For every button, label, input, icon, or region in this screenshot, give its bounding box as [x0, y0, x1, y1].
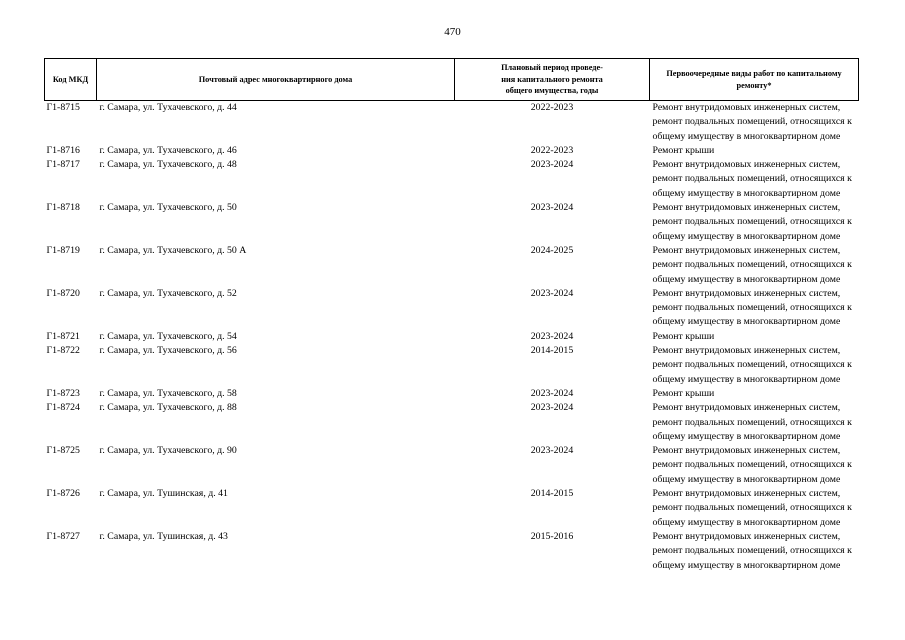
- period-cell: 2023-2024: [530, 445, 574, 457]
- works-cell: [650, 158, 859, 201]
- works-line: Ремонт внутридомовых инженерных систем,: [652, 287, 841, 299]
- works-line: общему имуществу в многоквартирном доме: [652, 516, 841, 528]
- works-line: ремонт подвальных помещений, относящихся к: [652, 502, 852, 514]
- period-cell: 2022-2023: [530, 144, 574, 156]
- works-line: Ремонт крыши: [652, 387, 715, 399]
- period-cell: 2023-2024: [530, 202, 574, 214]
- table-row: [45, 401, 859, 444]
- table-row: [45, 487, 859, 530]
- works-line: общему имуществу в многоквартирном доме: [652, 130, 841, 142]
- address-cell: г. Самара, ул. Тухачевского, д. 90: [99, 445, 237, 457]
- works-cell: [650, 530, 859, 573]
- mkd-code-cell: Г1-8724: [46, 402, 80, 414]
- capital-repair-table: [44, 58, 859, 573]
- works-cell: [650, 330, 859, 344]
- works-line: Ремонт внутридомовых инженерных систем,: [652, 530, 841, 542]
- table-row: [45, 144, 859, 158]
- period-cell: 2015-2016: [530, 530, 574, 542]
- mkd-code-cell: Г1-8723: [46, 387, 80, 399]
- works-line: ремонт подвальных помещений, относящихся к: [652, 216, 852, 228]
- works-line: общему имуществу в многоквартирном доме: [652, 230, 841, 242]
- period-cell: 2023-2024: [530, 402, 574, 414]
- works-line: общему имуществу в многоквартирном доме: [652, 473, 841, 485]
- table-row: [45, 444, 859, 487]
- header-period-line: Плановый период проведе-: [501, 63, 603, 73]
- period-cell: 2023-2024: [530, 287, 574, 299]
- address-cell: г. Самара, ул. Тухачевского, д. 48: [99, 159, 237, 171]
- header-works-line: ремонту*: [736, 80, 772, 90]
- works-line: ремонт подвальных помещений, относящихся к: [652, 259, 852, 271]
- mkd-code-cell: Г1-8726: [46, 488, 80, 500]
- works-line: Ремонт внутридомовых инженерных систем,: [652, 445, 841, 457]
- page-number: 470: [444, 26, 461, 38]
- mkd-code-cell: Г1-8717: [46, 159, 80, 171]
- address-cell: г. Самара, ул. Тухачевского, д. 54: [99, 330, 237, 342]
- works-line: общему имуществу в многоквартирном доме: [652, 559, 841, 571]
- address-cell: г. Самара, ул. Тухачевского, д. 58: [99, 387, 237, 399]
- address-cell: г. Самара, ул. Тушинская, д. 43: [99, 530, 228, 542]
- address-cell: г. Самара, ул. Тухачевского, д. 88: [99, 402, 237, 414]
- period-cell: 2023-2024: [530, 330, 574, 342]
- table-row: [45, 330, 859, 344]
- mkd-code-cell: Г1-8720: [46, 287, 80, 299]
- works-line: Ремонт внутридомовых инженерных систем,: [652, 202, 841, 214]
- header-period-line: ния капитального ремонта: [501, 74, 603, 84]
- header-period: [455, 59, 650, 101]
- period-cell: 2024-2025: [530, 244, 574, 256]
- table-row: [45, 158, 859, 201]
- works-line: ремонт подвальных помещений, относящихся к: [652, 173, 852, 185]
- period-cell: 2023-2024: [530, 159, 574, 171]
- mkd-code-cell: Г1-8727: [46, 530, 80, 542]
- works-cell: [650, 201, 859, 244]
- period-cell: 2014-2015: [530, 488, 574, 500]
- works-cell: [650, 344, 859, 387]
- header-address: Почтовый адрес многоквартирного дома: [97, 59, 455, 101]
- address-cell: г. Самара, ул. Тухачевского, д. 56: [99, 345, 237, 357]
- table-row: [45, 244, 859, 287]
- works-cell: [650, 287, 859, 330]
- works-cell: [650, 444, 859, 487]
- address-cell: г. Самара, ул. Тушинская, д. 41: [99, 488, 228, 500]
- works-cell: [650, 487, 859, 530]
- works-cell: [650, 387, 859, 401]
- works-line: ремонт подвальных помещений, относящихся к: [652, 116, 852, 128]
- works-line: Ремонт внутридомовых инженерных систем,: [652, 345, 841, 357]
- works-line: ремонт подвальных помещений, относящихся к: [652, 416, 852, 428]
- period-cell: 2023-2024: [530, 387, 574, 399]
- works-cell: [650, 101, 859, 144]
- address-cell: г. Самара, ул. Тухачевского, д. 50 А: [99, 244, 247, 256]
- mkd-code-cell: Г1-8716: [46, 144, 80, 156]
- mkd-code-cell: Г1-8722: [46, 345, 80, 357]
- works-line: Ремонт внутридомовых инженерных систем,: [652, 488, 841, 500]
- works-cell: [650, 244, 859, 287]
- works-line: Ремонт внутридомовых инженерных систем,: [652, 402, 841, 414]
- table-row: [45, 287, 859, 330]
- works-line: Ремонт крыши: [652, 330, 715, 342]
- table-header: [45, 59, 859, 101]
- mkd-code-cell: Г1-8715: [46, 102, 80, 113]
- table-row: [45, 344, 859, 387]
- works-line: Ремонт внутридомовых инженерных систем,: [652, 159, 841, 171]
- period-cell: 2022-2023: [530, 102, 574, 113]
- works-cell: [650, 401, 859, 444]
- works-line: общему имуществу в многоквартирном доме: [652, 273, 841, 285]
- table-row: [45, 101, 859, 144]
- period-cell: 2014-2015: [530, 345, 574, 357]
- works-line: Ремонт внутридомовых инженерных систем,: [652, 244, 841, 256]
- works-line: ремонт подвальных помещений, относящихся к: [652, 459, 852, 471]
- address-cell: г. Самара, ул. Тухачевского, д. 52: [99, 287, 237, 299]
- address-cell: г. Самара, ул. Тухачевского, д. 50: [99, 202, 237, 214]
- mkd-code-cell: Г1-8725: [46, 445, 80, 457]
- works-line: ремонт подвальных помещений, относящихся к: [652, 545, 852, 557]
- works-line: общему имуществу в многоквартирном доме: [652, 430, 841, 442]
- address-cell: г. Самара, ул. Тухачевского, д. 46: [99, 144, 237, 156]
- works-line: ремонт подвальных помещений, относящихся к: [652, 359, 852, 371]
- header-period-line: общего имущества, годы: [505, 86, 599, 96]
- header-works: [650, 59, 859, 101]
- table-row: [45, 530, 859, 573]
- mkd-code-cell: Г1-8721: [46, 330, 80, 342]
- mkd-code-cell: Г1-8718: [46, 202, 80, 214]
- table-row: [45, 201, 859, 244]
- works-line: общему имуществу в многоквартирном доме: [652, 373, 841, 385]
- works-line: ремонт подвальных помещений, относящихся к: [652, 302, 852, 314]
- works-line: общему имуществу в многоквартирном доме: [652, 316, 841, 328]
- works-cell: [650, 144, 859, 158]
- header-works-line: Первоочередные виды работ по капитальному: [666, 69, 842, 78]
- table-row: [45, 387, 859, 401]
- works-line: Ремонт внутридомовых инженерных систем,: [652, 102, 841, 113]
- header-code: Код МКД: [45, 59, 97, 101]
- table-body: [45, 101, 859, 573]
- mkd-code-cell: Г1-8719: [46, 244, 80, 256]
- works-line: общему имуществу в многоквартирном доме: [652, 187, 841, 199]
- works-line: Ремонт крыши: [652, 144, 715, 156]
- address-cell: г. Самара, ул. Тухачевского, д. 44: [99, 102, 237, 113]
